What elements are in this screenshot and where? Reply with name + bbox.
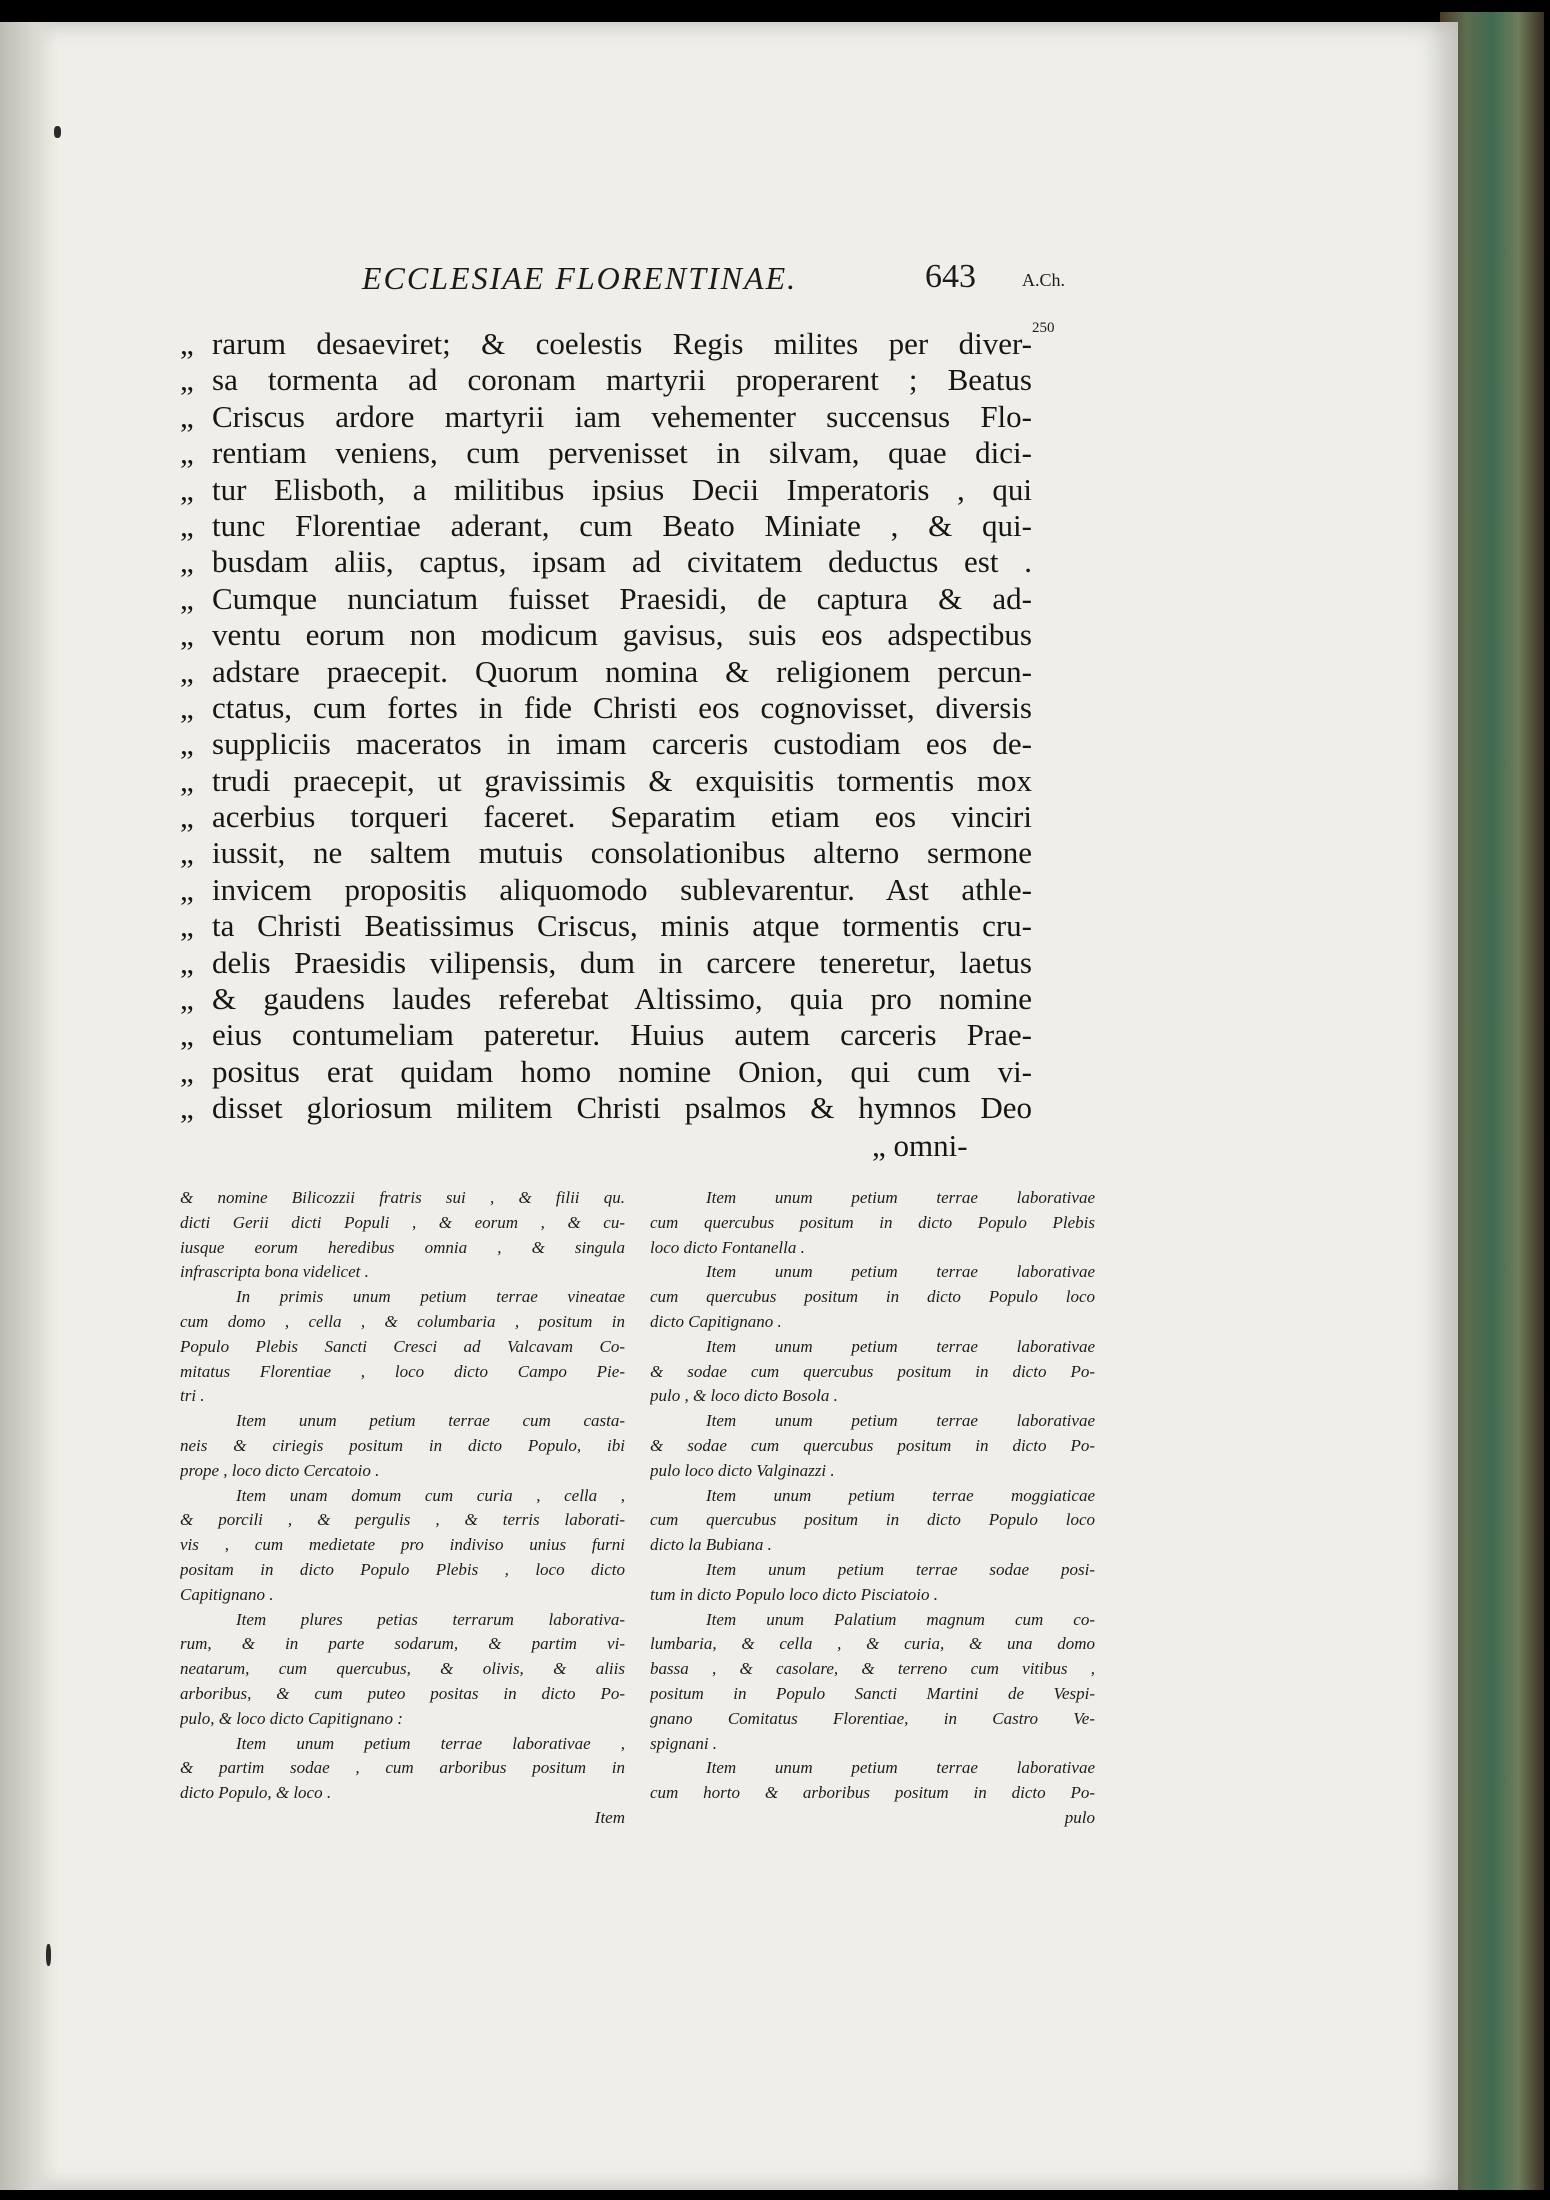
text-line bbox=[180, 1017, 1032, 1053]
footnote-line: cum quercubus positum in dicto Populo Plebis bbox=[650, 1212, 1095, 1232]
text-line bbox=[180, 908, 1032, 944]
page-number: 643 bbox=[925, 258, 976, 295]
quote-mark: „ bbox=[180, 1017, 194, 1053]
text-line bbox=[180, 472, 1032, 508]
footnote-line: Populo Plebis Sancti Cresci ad Valcavam Co- bbox=[180, 1336, 625, 1356]
text-line-content: trudi praecepit, ut gravissimis & exquisitis tormentis mox bbox=[212, 762, 1032, 798]
text-line bbox=[180, 945, 1032, 981]
margin-note: A.Ch. bbox=[1022, 270, 1066, 290]
text-line-content: eius contumeliam pateretur. Huius autem carceris Prae- bbox=[212, 1017, 1032, 1053]
footnote-line: Item unum petium terrae laborativae , bbox=[236, 1733, 625, 1753]
margin-year: 250 bbox=[1032, 320, 1055, 336]
footnote-line: Capitignano . bbox=[180, 1584, 274, 1604]
quote-mark: „ bbox=[180, 871, 194, 907]
footnote-line: cum quercubus positum in dicto Populo loco bbox=[650, 1510, 1095, 1530]
stain-mark bbox=[46, 1944, 51, 1966]
footnote-line: Item unum petium terrae cum casta- bbox=[236, 1411, 625, 1431]
footnote-line: Item unum petium terrae sodae posi- bbox=[706, 1559, 1095, 1579]
main-text-block bbox=[180, 326, 1032, 1127]
footnote-line: loco dicto Fontanella . bbox=[650, 1237, 805, 1257]
text-line-content: ta Christi Beatissimus Criscus, minis atque tormentis cru- bbox=[212, 908, 1032, 944]
footnote-line: bassa , & casolare, & terreno cum vitibus , bbox=[650, 1659, 1095, 1679]
footnote-line: infrascripta bona videlicet . bbox=[180, 1262, 369, 1282]
footnote-line: cum quercubus positum in dicto Populo loco bbox=[650, 1287, 1095, 1307]
footnote-line: pulo bbox=[1064, 1807, 1095, 1827]
footnote-line: cum domo , cella , & columbaria , positum in bbox=[180, 1311, 625, 1331]
text-line bbox=[180, 1090, 1032, 1126]
footnote-line: Item unum petium terrae laborativae bbox=[706, 1336, 1095, 1356]
footnote-column-left bbox=[180, 1186, 625, 1831]
text-line bbox=[180, 399, 1032, 435]
text-line bbox=[180, 726, 1032, 762]
footnote-line: & sodae cum quercubus positum in dicto Po- bbox=[650, 1361, 1095, 1381]
quote-mark: „ bbox=[180, 471, 194, 507]
text-line bbox=[180, 835, 1032, 871]
text-line bbox=[180, 1054, 1032, 1090]
text-line bbox=[180, 326, 1032, 362]
footnote-line: spignani . bbox=[650, 1733, 718, 1753]
footnote-line: positum in Populo Sancti Martini de Vespi- bbox=[650, 1683, 1095, 1703]
footnote-line: arboribus, & cum puteo positas in dicto Po- bbox=[180, 1683, 625, 1703]
text-line bbox=[180, 872, 1032, 908]
text-line bbox=[180, 508, 1032, 544]
quote-mark: „ bbox=[180, 362, 194, 398]
footnote-line: dicto Capitignano . bbox=[650, 1311, 782, 1331]
quote-mark: „ bbox=[180, 653, 194, 689]
footnote-line: Item unum petium terrae moggiaticae bbox=[706, 1485, 1095, 1505]
text-line-content: ctatus, cum fortes in fide Christi eos cognovisset, diversis bbox=[212, 689, 1032, 725]
footnote-line: Item unam domum cum curia , cella , bbox=[236, 1485, 625, 1505]
quote-mark: „ bbox=[180, 507, 194, 543]
footnote-line: Item unum petium terrae laborativae bbox=[706, 1262, 1095, 1282]
footnote-line: iusque eorum heredibus omnia , & singula bbox=[180, 1237, 625, 1257]
footnote-line: pulo , & loco dicto Bosola . bbox=[650, 1386, 838, 1406]
quote-mark: „ bbox=[180, 981, 194, 1017]
footnote-line: Item bbox=[594, 1807, 625, 1827]
text-line-content: disset gloriosum militem Christi psalmos & hymnos Deo bbox=[212, 1090, 1032, 1126]
text-line-content: ventu eorum non modicum gavisus, suis eos adspectibus bbox=[212, 617, 1032, 653]
text-line bbox=[180, 544, 1032, 580]
text-line-content: Criscus ardore martyrii iam vehementer succensus Flo- bbox=[212, 398, 1032, 434]
footnote-line: positam in dicto Populo Plebis , loco dicto bbox=[180, 1559, 625, 1579]
text-line-content: invicem propositis aliquomodo sublevarentur. Ast athle- bbox=[212, 871, 1032, 907]
quote-mark: „ bbox=[180, 398, 194, 434]
footnote-line: & nomine Bilicozzii fratris sui , & filii qu. bbox=[180, 1188, 625, 1207]
text-line-content: delis Praesidis vilipensis, dum in carcere teneretur, laetus bbox=[212, 944, 1032, 980]
footnote-line: neis & ciriegis positum in dicto Populo, ibi bbox=[180, 1435, 625, 1455]
footnote-line: dicto la Bubiana . bbox=[650, 1535, 772, 1555]
footnote-line: Item unum petium terrae laborativae bbox=[706, 1188, 1095, 1207]
quote-mark: „ bbox=[180, 799, 194, 835]
footnote-line: cum horto & arboribus positum in dicto Po- bbox=[650, 1783, 1095, 1803]
stain-mark bbox=[54, 126, 61, 138]
quote-mark: „ bbox=[180, 944, 194, 980]
text-line-content: adstare praecepit. Quorum nomina & religionem percun- bbox=[212, 653, 1032, 689]
text-line bbox=[180, 435, 1032, 471]
footnote-line: pulo, & loco dicto Capitignano : bbox=[180, 1708, 403, 1728]
text-line-content: & gaudens laudes referebat Altissimo, quia pro nomine bbox=[212, 981, 1032, 1017]
page-header bbox=[362, 244, 1102, 304]
footnote-line: pulo loco dicto Valginazzi . bbox=[650, 1460, 835, 1480]
text-line-content: rarum desaeviret; & coelestis Regis milites per diver- bbox=[212, 326, 1032, 361]
footnote-line: & partim sodae , cum arboribus positum in bbox=[180, 1758, 625, 1778]
footnote-line: dicto Populo, & loco . bbox=[180, 1783, 332, 1803]
quote-mark: „ bbox=[180, 1090, 194, 1126]
footnote-line: & sodae cum quercubus positum in dicto Po- bbox=[650, 1435, 1095, 1455]
quote-mark: „ bbox=[180, 726, 194, 762]
quote-mark: „ bbox=[180, 617, 194, 653]
text-line bbox=[180, 763, 1032, 799]
page-gutter bbox=[0, 22, 58, 2190]
text-line bbox=[180, 799, 1032, 835]
footnote-line: Item unum petium terrae laborativae bbox=[706, 1411, 1095, 1431]
footnote-line: lumbaria, & cella , & curia, & una domo bbox=[650, 1634, 1095, 1654]
running-title: ECCLESIAE FLORENTINAE. bbox=[362, 260, 798, 296]
footnote-line: dicti Gerii dicti Populi , & eorum , & cu- bbox=[180, 1212, 625, 1232]
text-line bbox=[180, 581, 1032, 617]
quote-mark: „ bbox=[180, 544, 194, 580]
footnote-line: prope , loco dicto Cercatoio . bbox=[180, 1460, 380, 1480]
quote-mark: „ bbox=[180, 580, 194, 616]
footnote-line: vis , cum medietate pro indiviso unius furni bbox=[180, 1535, 625, 1555]
footnote-line: rum, & in parte sodarum, & partim vi- bbox=[180, 1634, 625, 1654]
footnote-line: neatarum, cum quercubus, & olivis, & aliis bbox=[180, 1659, 625, 1679]
quote-mark: „ bbox=[180, 1053, 194, 1089]
text-line bbox=[180, 690, 1032, 726]
footnote-line: Item plures petias terrarum laborativa- bbox=[236, 1609, 625, 1629]
footnote-line: mitatus Florentiae , loco dicto Campo Pie- bbox=[180, 1361, 625, 1381]
text-line-content: tur Elisboth, a militibus ipsius Decii Imperatoris , qui bbox=[212, 471, 1032, 507]
quote-mark: „ bbox=[180, 326, 194, 361]
quote-mark: „ bbox=[180, 908, 194, 944]
text-line-content: sa tormenta ad coronam martyrii properarent ; Beatus bbox=[212, 362, 1032, 398]
footnote-line: gnano Comitatus Florentiae, in Castro Ve- bbox=[650, 1708, 1095, 1728]
text-line-content: iussit, ne saltem mutuis consolationibus alterno sermone bbox=[212, 835, 1032, 871]
text-line-content: Cumque nunciatum fuisset Praesidi, de captura & ad- bbox=[212, 580, 1032, 616]
footnote-line: Item unum Palatium magnum cum co- bbox=[706, 1609, 1095, 1629]
text-line bbox=[180, 654, 1032, 690]
footnote-line: Item unum petium terrae laborativae bbox=[706, 1758, 1095, 1778]
footnote-line: tum in dicto Populo loco dicto Pisciatoio . bbox=[650, 1584, 939, 1604]
text-line-content: suppliciis maceratos in imam carceris custodiam eos de- bbox=[212, 726, 1032, 762]
footnote-line: & porcili , & pergulis , & terris laborati- bbox=[180, 1510, 625, 1530]
text-line-content: rentiam veniens, cum pervenisset in silvam, quae dici- bbox=[212, 435, 1032, 471]
text-line-content: positus erat quidam homo nomine Onion, qui cum vi- bbox=[212, 1053, 1032, 1089]
text-line-content: busdam aliis, captus, ipsam ad civitatem deductus est . bbox=[212, 544, 1032, 580]
quote-mark: „ bbox=[180, 689, 194, 725]
text-line-content: tunc Florentiae aderant, cum Beato Miniate , & qui- bbox=[212, 507, 1032, 543]
quote-mark: „ bbox=[180, 435, 194, 471]
footnote-line: In primis unum petium terrae vineatae bbox=[236, 1287, 625, 1307]
quote-mark: „ bbox=[180, 835, 194, 871]
quote-mark: „ bbox=[180, 762, 194, 798]
text-line-content: acerbius torqueri faceret. Separatim etiam eos vinciri bbox=[212, 799, 1032, 835]
text-line bbox=[180, 617, 1032, 653]
text-line bbox=[180, 981, 1032, 1017]
text-line bbox=[180, 362, 1032, 398]
footnote-column-right bbox=[650, 1186, 1095, 1831]
catchword: „ omni- bbox=[872, 1128, 968, 1163]
footnote-line: tri . bbox=[180, 1386, 205, 1406]
